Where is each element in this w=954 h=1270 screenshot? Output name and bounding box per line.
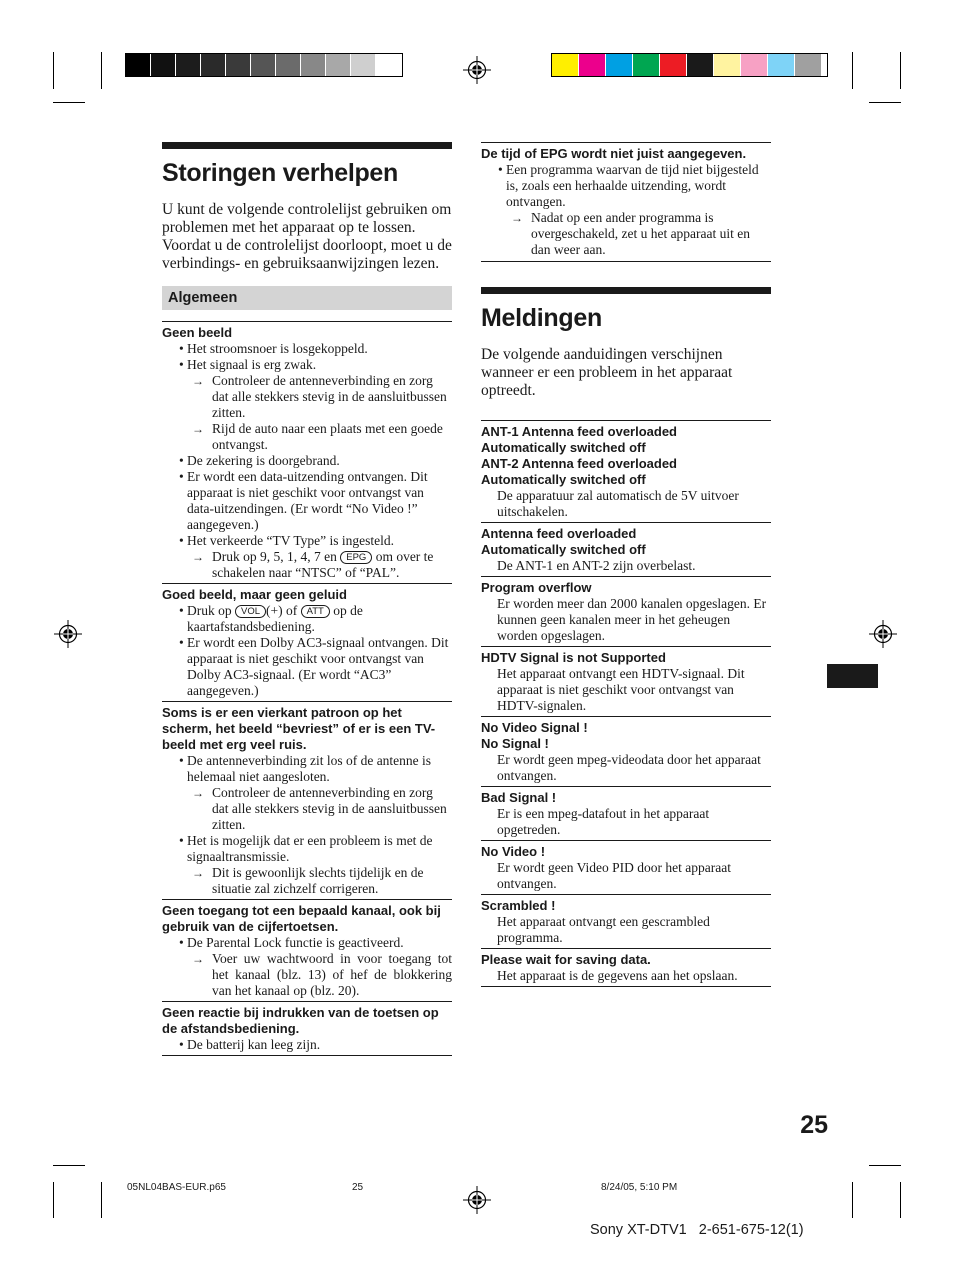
crop-mark [852,1182,853,1218]
intro-paragraph: U kunt de volgende controlelijst gebruiken om problemen met het apparaat op te lossen. [162,201,452,236]
message-block [481,894,771,948]
cause-text: (+) of [266,603,298,618]
footer-timestamp: 8/24/05, 5:10 PM [601,1182,678,1193]
message-title: Program overflow [481,580,592,595]
calibration-swatch [351,54,375,76]
calibration-swatch [151,54,175,76]
message-title: Automatically switched off [481,472,646,487]
registration-mark-icon [53,619,83,649]
problem-title: Geen beeld [162,325,233,340]
cause-item: • Het signaal is erg zwak. [162,357,452,373]
messages-column [481,142,771,987]
calibration-swatch [687,54,713,76]
calibration-swatch [326,54,350,76]
message-block [481,840,771,894]
cause-item: • Een programma waarvan de tijd niet bijgesteld is, zoals een herhaalde uitzending, wordt ontvangen. [481,162,771,210]
cause-item: • Het is mogelijk dat er een probleem is met de signaaltransmissie. [162,833,452,865]
problem-block [162,899,452,1001]
cause-item: • Er wordt een data-uitzending ontvangen. Dit apparaat is niet geschikt voor ontvangst van data-uitzendingen. (Er wordt “No Video !” aangegeven.) [162,469,452,533]
crop-mark [869,102,901,103]
message-block [481,522,771,576]
message-title: No Signal ! [481,736,549,751]
calibration-swatch [301,54,325,76]
calibration-swatch [768,54,794,76]
message-title: Antenna feed overloaded [481,526,637,541]
crop-mark [869,1165,901,1166]
message-block [481,948,771,987]
calibration-swatch [795,54,821,76]
crop-mark [900,1182,901,1218]
cause-item: • De zekering is doorgebrand. [162,453,452,469]
remedy-text: om over te schakelen naar “NTSC” of “PAL”. [212,549,434,580]
intro-paragraph: Voordat u de controlelijst doorloopt, moet u de verbindings- en gebruiksaanwijzingen lezen. [162,237,452,272]
message-description: Er wordt geen Video PID door het apparaat ontvangen. [497,860,731,891]
problem-block [162,1001,452,1056]
crop-mark [852,52,853,89]
message-block [481,646,771,716]
message-title: ANT-1 Antenna feed overloaded [481,424,677,439]
message-title: Bad Signal ! [481,790,557,805]
message-title: Automatically switched off [481,542,646,557]
remedy-item: → Controleer de antenneverbinding en zorg dat alle stekkers stevig in de aansluitbussen zitten. [162,373,452,421]
calibration-swatch [606,54,632,76]
message-description: De apparatuur zal automatisch de 5V uitvoer uitschakelen. [497,488,739,519]
footer-page: 25 [352,1182,364,1193]
message-block [481,576,771,646]
crop-mark [53,102,85,103]
page-number: 25 [800,1111,828,1139]
cause-item [162,603,452,635]
message-description: De ANT-1 en ANT-2 zijn overbelast. [497,558,696,573]
crop-mark [53,52,54,89]
cause-item: • De Parental Lock functie is geactiveerd. [162,935,452,951]
problem-title: Goed beeld, maar geen geluid [162,587,347,602]
registration-mark-icon [868,619,898,649]
crop-mark [101,52,102,89]
message-description: Het apparaat is de gegevens aan het opslaan. [497,968,738,983]
message-block [481,786,771,840]
calibration-swatch [251,54,275,76]
page-title: Storingen verhelpen [162,142,452,189]
crop-mark [53,1182,54,1218]
crop-mark [900,52,901,89]
vol-key-label: VOL [235,605,266,618]
calibration-swatch [201,54,225,76]
message-description: Het apparaat ontvangt een HDTV-signaal. Dit apparaat is niet geschikt voor ontvangst van HDTV-signalen. [497,666,745,713]
cause-item: • Er wordt een Dolby AC3-signaal ontvangen. Dit apparaat is niet geschikt voor ontvangst van Dolby AC3-signaal. (Er wordt “AC3” aangegeven.) [162,635,452,699]
footer-filename: 05NL04BAS-EUR.p65 [127,1182,226,1193]
calibration-swatch [552,54,578,76]
problem-block [481,142,771,262]
problem-title: Soms is er een vierkant patroon op het scherm, het beeld “bevriest” of er is een TV-beeld met erg veel ruis. [162,705,436,752]
remedy-item: → Nadat op een ander programma is overgeschakeld, zet u het apparaat uit en dan weer aan. [481,210,771,258]
calibration-swatch [276,54,300,76]
calibration-swatch [226,54,250,76]
calibration-swatch [376,54,400,76]
message-block [481,420,771,522]
registration-mark-icon [462,55,492,85]
calibration-swatch [633,54,659,76]
section-heading: Algemeen [162,286,452,310]
problem-block [162,583,452,701]
message-title: No Video Signal ! [481,720,588,735]
message-block [481,716,771,786]
message-title: HDTV Signal is not Supported [481,650,666,665]
calibration-swatch [660,54,686,76]
problem-title: Geen toegang tot een bepaald kanaal, ook bij gebruik van de cijfertoetsen. [162,903,441,934]
message-title: Please wait for saving data. [481,952,651,967]
remedy-text: Druk op 9, 5, 1, 4, 7 en [212,549,337,564]
problem-block [162,701,452,899]
message-title: No Video ! [481,844,546,859]
message-title: ANT-2 Antenna feed overloaded [481,456,677,471]
message-title: Scrambled ! [481,898,556,913]
problem-title: Geen reactie bij indrukken van de toetsen op de afstandsbediening. [162,1005,439,1036]
crop-mark [53,1165,85,1166]
section-title: Meldingen [481,287,771,334]
remedy-item [162,549,452,581]
message-description: Er is een mpeg-datafout in het apparaat opgetreden. [497,806,710,837]
calibration-swatch [741,54,767,76]
calibration-swatch [176,54,200,76]
problem-block [162,321,452,583]
problem-title: De tijd of EPG wordt niet juist aangegeven. [481,146,747,161]
message-description: Er wordt geen mpeg-videodata door het apparaat ontvangen. [497,752,761,783]
crop-mark [101,1182,102,1218]
calibration-swatch [714,54,740,76]
calibration-swatch [579,54,605,76]
messages-intro: De volgende aanduidingen verschijnen wanneer er een probleem in het apparaat optreedt. [481,346,733,399]
att-key-label: ATT [301,605,330,618]
remedy-item: → Dit is gewoonlijk slechts tijdelijk en de situatie zal zichzelf corrigeren. [162,865,452,897]
cause-text: Druk op [187,603,232,618]
registration-mark-icon [462,1185,492,1215]
cause-item: • Het stroomsnoer is losgekoppeld. [162,341,452,357]
remedy-item: → Rijd de auto naar een plaats met een goede ontvangst. [162,421,452,453]
troubleshooting-column [162,142,452,1056]
cause-item: • De batterij kan leeg zijn. [162,1037,452,1053]
cause-item: • Het verkeerde “TV Type” is ingesteld. [162,533,452,549]
calibration-swatch [126,54,150,76]
cause-text: op de kaartafstandsbediening. [187,603,363,634]
remedy-item: → Voer uw wachtwoord in voor toegang tot het kanaal (blz. 13) of hef de blokkering van het kanaal op (blz. 20). [162,951,452,999]
section-thumb-tab [827,664,878,688]
remedy-item: → Controleer de antenneverbinding en zorg dat alle stekkers stevig in de aansluitbussen zitten. [162,785,452,833]
model-code: Sony XT-DTV1 2-651-675-12(1) [590,1222,804,1238]
intro-text [162,201,452,273]
message-title: Automatically switched off [481,440,646,455]
epg-key-label: EPG [340,551,372,564]
cause-item: • De antenneverbinding zit los of de antenne is helemaal niet aangesloten. [162,753,452,785]
message-description: Er worden meer dan 2000 kanalen opgeslagen. Er kunnen geen kanalen meer in het geheugen worden opgeslagen. [497,596,767,643]
message-description: Het apparaat ontvangt een gescrambled programma. [497,914,710,945]
